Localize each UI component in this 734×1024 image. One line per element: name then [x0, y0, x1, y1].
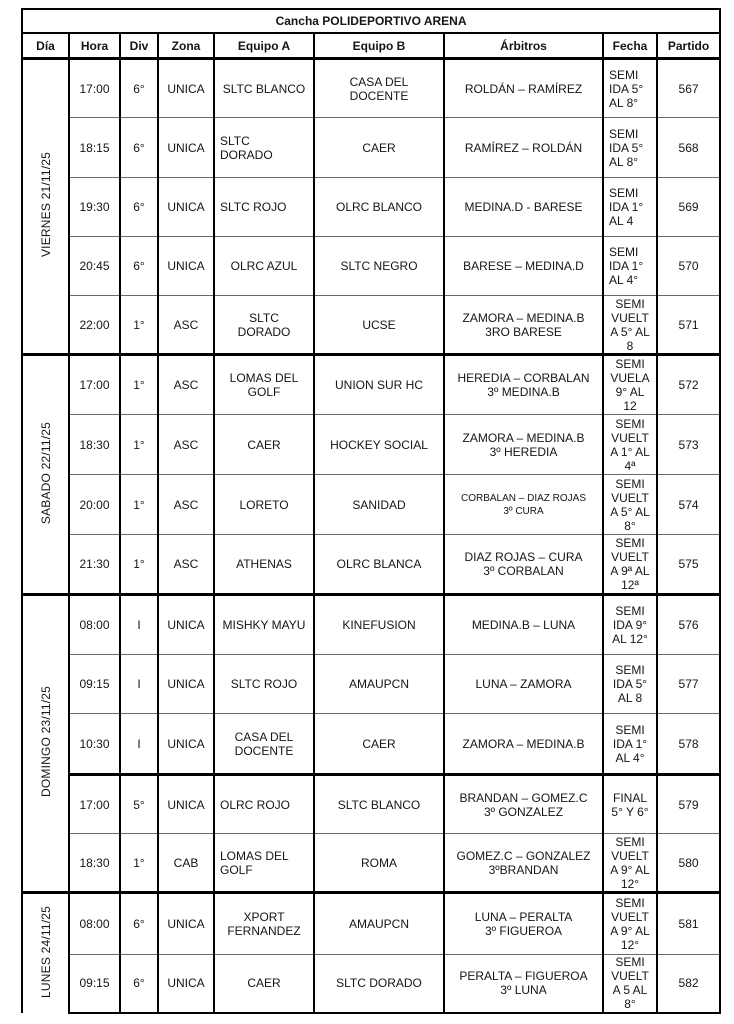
- cell-fecha: SEMI IDA 5° AL 8°: [603, 118, 657, 178]
- cell-div: 1°: [120, 834, 158, 893]
- cell-arbitros: ZAMORA – MEDINA.B 3º HEREDIA: [444, 415, 603, 475]
- cell-equipo-b: HOCKEY SOCIAL: [314, 415, 444, 475]
- cell-partido: 573: [657, 415, 720, 475]
- match-row: [22, 595, 720, 655]
- cell-hora: 17:00: [69, 355, 120, 415]
- cell-equipo-b: OLRC BLANCA: [314, 535, 444, 595]
- cell-equipo-a: CASA DEL DOCENTE: [214, 714, 314, 775]
- cell-div: 1°: [120, 535, 158, 595]
- day-cell: [22, 59, 69, 355]
- cell-hora: 09:15: [69, 655, 120, 714]
- cell-partido: 576: [657, 595, 720, 655]
- cell-arbitros: MEDINA.B – LUNA: [444, 595, 603, 655]
- cell-zona: ASC: [158, 475, 214, 535]
- cell-zona: ASC: [158, 296, 214, 355]
- cell-equipo-a: OLRC ROJO: [214, 775, 314, 834]
- match-row: [22, 834, 720, 893]
- cell-equipo-b: AMAUPCN: [314, 655, 444, 714]
- cell-zona: CAB: [158, 834, 214, 893]
- cell-fecha: SEMI VUELT A 1° AL 4ª: [603, 415, 657, 475]
- cell-arbitros: ZAMORA – MEDINA.B: [444, 714, 603, 775]
- cell-hora: 08:00: [69, 595, 120, 655]
- cell-equipo-a: SLTC ROJO: [214, 655, 314, 714]
- header-zona: Zona: [158, 33, 214, 59]
- cell-arbitros: RAMÍREZ – ROLDÁN: [444, 118, 603, 178]
- header-arbitros: Árbitros: [444, 33, 603, 59]
- cell-hora: 08:00: [69, 893, 120, 955]
- cell-partido: 572: [657, 355, 720, 415]
- cell-arbitros: LUNA – PERALTA 3º FIGUEROA: [444, 893, 603, 955]
- header-partido: Partido: [657, 33, 720, 59]
- cell-hora: 18:30: [69, 834, 120, 893]
- match-row: [22, 237, 720, 296]
- cell-div: 1°: [120, 296, 158, 355]
- cell-equipo-a: SLTC DORADO: [214, 118, 314, 178]
- cell-equipo-b: AMAUPCN: [314, 893, 444, 955]
- match-row: [22, 178, 720, 237]
- cell-zona: UNICA: [158, 714, 214, 775]
- cell-fecha: SEMI IDA 1° AL 4°: [603, 237, 657, 296]
- schedule-body: [22, 59, 720, 1013]
- cell-equipo-b: SANIDAD: [314, 475, 444, 535]
- cell-partido: 570: [657, 237, 720, 296]
- cell-zona: ASC: [158, 415, 214, 475]
- cell-zona: UNICA: [158, 59, 214, 118]
- cell-zona: UNICA: [158, 955, 214, 1013]
- cell-hora: 09:15: [69, 955, 120, 1013]
- cell-partido: 577: [657, 655, 720, 714]
- cell-fecha: SEMI IDA 9° AL 12°: [603, 595, 657, 655]
- match-row: [22, 475, 720, 535]
- match-row: [22, 118, 720, 178]
- cell-equipo-b: SLTC NEGRO: [314, 237, 444, 296]
- header-row: [22, 33, 720, 59]
- cell-partido: 574: [657, 475, 720, 535]
- cell-hora: 21:30: [69, 535, 120, 595]
- header-div: Div: [120, 33, 158, 59]
- day-label: LUNES 24/11/25: [38, 905, 53, 998]
- match-row: [22, 415, 720, 475]
- cell-partido: 581: [657, 893, 720, 955]
- cell-fecha: SEMI IDA 1° AL 4°: [603, 714, 657, 775]
- cell-div: 1°: [120, 475, 158, 535]
- cell-zona: UNICA: [158, 893, 214, 955]
- header-dia: Día: [22, 33, 69, 59]
- cell-zona: UNICA: [158, 237, 214, 296]
- cell-partido: 579: [657, 775, 720, 834]
- cell-zona: UNICA: [158, 178, 214, 237]
- cell-zona: UNICA: [158, 655, 214, 714]
- cell-fecha: SEMI IDA 1° AL 4: [603, 178, 657, 237]
- cell-fecha: SEMI IDA 5° AL 8: [603, 655, 657, 714]
- cell-equipo-b: CASA DEL DOCENTE: [314, 59, 444, 118]
- cell-fecha: SEMI VUELT A 9° AL 12°: [603, 893, 657, 955]
- cell-equipo-a: LOMAS DEL GOLF: [214, 834, 314, 893]
- day-cell: [22, 893, 69, 1013]
- cell-equipo-a: CAER: [214, 955, 314, 1013]
- cell-equipo-b: CAER: [314, 714, 444, 775]
- cell-div: 6°: [120, 118, 158, 178]
- header-equipo-a: Equipo A: [214, 33, 314, 59]
- cell-equipo-b: UNION SUR HC: [314, 355, 444, 415]
- cell-equipo-b: CAER: [314, 118, 444, 178]
- cell-partido: 578: [657, 714, 720, 775]
- header-equipo-b: Equipo B: [314, 33, 444, 59]
- day-label: VIERNES 21/11/25: [38, 152, 53, 258]
- cell-fecha: SEMI VUELT A 9ª AL 12ª: [603, 535, 657, 595]
- cell-zona: UNICA: [158, 595, 214, 655]
- cell-equipo-a: MISHKY MAYU: [214, 595, 314, 655]
- cell-arbitros: ROLDÁN – RAMÍREZ: [444, 59, 603, 118]
- cell-equipo-b: UCSE: [314, 296, 444, 355]
- cell-partido: 580: [657, 834, 720, 893]
- cell-partido: 567: [657, 59, 720, 118]
- cell-arbitros: BRANDAN – GOMEZ.C 3º GONZALEZ: [444, 775, 603, 834]
- cell-arbitros: DIAZ ROJAS – CURA 3º CORBALAN: [444, 535, 603, 595]
- match-row: [22, 296, 720, 355]
- cell-hora: 18:30: [69, 415, 120, 475]
- cell-equipo-b: SLTC BLANCO: [314, 775, 444, 834]
- cell-fecha: SEMI VUELT A 5° AL 8: [603, 296, 657, 355]
- cell-div: I: [120, 714, 158, 775]
- schedule-table: [21, 8, 721, 1014]
- day-cell: [22, 595, 69, 893]
- cell-partido: 582: [657, 955, 720, 1013]
- cell-equipo-a: LOMAS DEL GOLF: [214, 355, 314, 415]
- cell-div: 1°: [120, 415, 158, 475]
- match-row: [22, 59, 720, 118]
- cell-equipo-a: SLTC ROJO: [214, 178, 314, 237]
- cell-fecha: SEMI VUELT A 5 AL 8°: [603, 955, 657, 1013]
- match-row: [22, 355, 720, 415]
- cell-hora: 10:30: [69, 714, 120, 775]
- cell-equipo-b: OLRC BLANCO: [314, 178, 444, 237]
- cell-zona: UNICA: [158, 118, 214, 178]
- cell-arbitros: MEDINA.D - BARESE: [444, 178, 603, 237]
- cell-equipo-a: XPORT FERNANDEZ: [214, 893, 314, 955]
- match-row: [22, 714, 720, 775]
- cell-arbitros: PERALTA – FIGUEROA 3º LUNA: [444, 955, 603, 1013]
- cell-equipo-a: CAER: [214, 415, 314, 475]
- cell-div: 6°: [120, 178, 158, 237]
- cell-fecha: SEMI VUELA 9° AL 12: [603, 355, 657, 415]
- cell-hora: 22:00: [69, 296, 120, 355]
- match-row: [22, 893, 720, 955]
- cell-fecha: SEMI VUELT A 5° AL 8°: [603, 475, 657, 535]
- header-fecha: Fecha: [603, 33, 657, 59]
- match-row: [22, 655, 720, 714]
- cell-partido: 575: [657, 535, 720, 595]
- title-row: [22, 9, 720, 33]
- cell-hora: 17:00: [69, 775, 120, 834]
- cell-div: I: [120, 595, 158, 655]
- cell-hora: 20:00: [69, 475, 120, 535]
- cell-arbitros: ZAMORA – MEDINA.B 3RO BARESE: [444, 296, 603, 355]
- cell-arbitros: GOMEZ.C – GONZALEZ 3ºBRANDAN: [444, 834, 603, 893]
- cell-hora: 20:45: [69, 237, 120, 296]
- cell-fecha: SEMI IDA 5° AL 8°: [603, 59, 657, 118]
- cell-div: 6°: [120, 955, 158, 1013]
- cell-partido: 569: [657, 178, 720, 237]
- cell-zona: UNICA: [158, 775, 214, 834]
- cell-div: 1°: [120, 355, 158, 415]
- venue-title: Cancha POLIDEPORTIVO ARENA: [22, 9, 720, 33]
- cell-arbitros: CORBALAN – DIAZ ROJAS 3º CURA: [444, 475, 603, 535]
- match-row: [22, 955, 720, 1013]
- cell-div: 6°: [120, 59, 158, 118]
- cell-arbitros: HEREDIA – CORBALAN 3º MEDINA.B: [444, 355, 603, 415]
- cell-arbitros: LUNA – ZAMORA: [444, 655, 603, 714]
- cell-equipo-a: ATHENAS: [214, 535, 314, 595]
- day-label: DOMINGO 23/11/25: [38, 686, 53, 798]
- match-row: [22, 535, 720, 595]
- cell-partido: 568: [657, 118, 720, 178]
- cell-equipo-b: ROMA: [314, 834, 444, 893]
- cell-div: I: [120, 655, 158, 714]
- cell-hora: 17:00: [69, 59, 120, 118]
- cell-div: 6°: [120, 893, 158, 955]
- cell-equipo-b: KINEFUSION: [314, 595, 444, 655]
- cell-arbitros: BARESE – MEDINA.D: [444, 237, 603, 296]
- cell-equipo-a: LORETO: [214, 475, 314, 535]
- cell-fecha: FINAL 5° Y 6°: [603, 775, 657, 834]
- cell-equipo-a: OLRC AZUL: [214, 237, 314, 296]
- cell-hora: 18:15: [69, 118, 120, 178]
- cell-div: 5°: [120, 775, 158, 834]
- cell-div: 6°: [120, 237, 158, 296]
- cell-partido: 571: [657, 296, 720, 355]
- header-hora: Hora: [69, 33, 120, 59]
- cell-zona: ASC: [158, 355, 214, 415]
- cell-equipo-a: SLTC BLANCO: [214, 59, 314, 118]
- cell-equipo-b: SLTC DORADO: [314, 955, 444, 1013]
- match-row: [22, 775, 720, 834]
- cell-hora: 19:30: [69, 178, 120, 237]
- cell-equipo-a: SLTC DORADO: [214, 296, 314, 355]
- cell-zona: ASC: [158, 535, 214, 595]
- cell-fecha: SEMI VUELT A 9° AL 12°: [603, 834, 657, 893]
- day-cell: [22, 355, 69, 595]
- day-label: SABADO 22/11/25: [38, 421, 53, 525]
